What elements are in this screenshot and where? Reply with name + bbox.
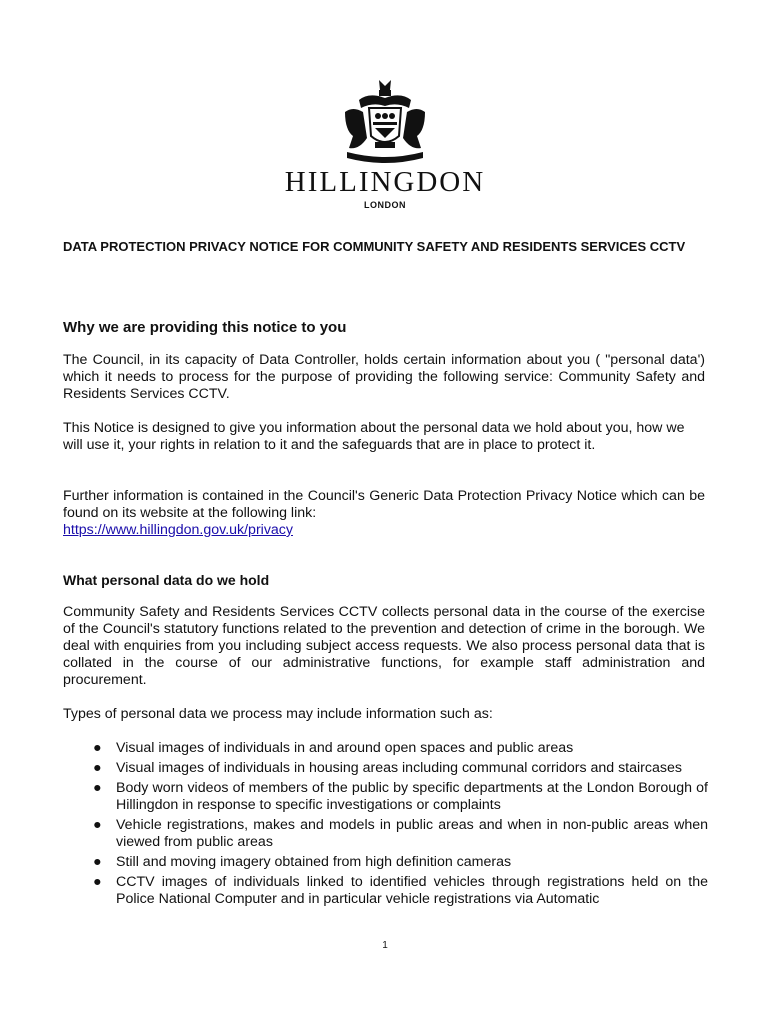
bullet-icon: ●: [93, 760, 102, 776]
document-title: DATA PROTECTION PRIVACY NOTICE FOR COMMUNITY SAFETY AND RESIDENTS SERVICES CCTV: [63, 239, 686, 254]
list-item: ● Still and moving imagery obtained from high definition cameras: [93, 854, 512, 870]
council-name: HILLINGDON: [284, 166, 486, 198]
bullet-icon: ●: [93, 854, 102, 870]
paragraph-data-collected: Community Safety and Residents Services CCTV collects personal data in the course of the exercise of the Council's statutory functions related to the prevention and detection of crime in the borough. We deal with enquiries from you including subject access requests. We also process personal data that is collated in the course of our administrative functions, for example staff administration and procurement.: [63, 604, 705, 688]
bullet-icon: ●: [93, 874, 102, 890]
paragraph-types-intro: Types of personal data we process may include information such as:: [63, 706, 493, 722]
list-item: ● Visual images of individuals in housing areas including communal corridors and staircases: [93, 760, 682, 776]
bullet-icon: ●: [93, 780, 102, 796]
paragraph-further-info: [63, 488, 705, 539]
paragraph-data-controller: The Council, in its capacity of Data Controller, holds certain information about you ( "personal data') which it needs to process for the purpose of providing the following service: Community Safety and Residents Services CCTV.: [63, 352, 705, 402]
list-item: ● Body worn videos of members of the public by specific departments at the London Borough of Hillingdon in response to specific investigations or complaints: [93, 780, 708, 813]
list-item: ● CCTV images of individuals linked to identified vehicles through registrations held on the Police National Computer and in particular vehicle registrations via Automatic: [93, 874, 708, 907]
data-types-list: [63, 740, 708, 911]
section-heading-why: Why we are providing this notice to you: [63, 319, 347, 336]
section-heading-what-data: What personal data do we hold: [63, 572, 270, 588]
page-number: 1: [382, 940, 388, 951]
council-subtitle: LONDON: [364, 200, 406, 210]
bullet-icon: ●: [93, 817, 102, 833]
list-item: ● Visual images of individuals in and around open spaces and public areas: [93, 740, 574, 756]
privacy-link[interactable]: https://www.hillingdon.gov.uk/privacy: [63, 522, 293, 538]
paragraph-notice-purpose: This Notice is designed to give you information about the personal data we hold about you, how we will use it, your rights in relation to it and the safeguards that are in place to protect it.: [63, 420, 685, 453]
coat-of-arms-logo: [339, 78, 431, 166]
bullet-icon: ●: [93, 740, 102, 756]
further-info-text: Further information is contained in the Council's Generic Data Protection Privacy Notice which can be found on its website at the following link:: [63, 488, 705, 521]
list-item: ● Vehicle registrations, makes and models in public areas and when in non-public areas when viewed from public areas: [93, 817, 708, 850]
